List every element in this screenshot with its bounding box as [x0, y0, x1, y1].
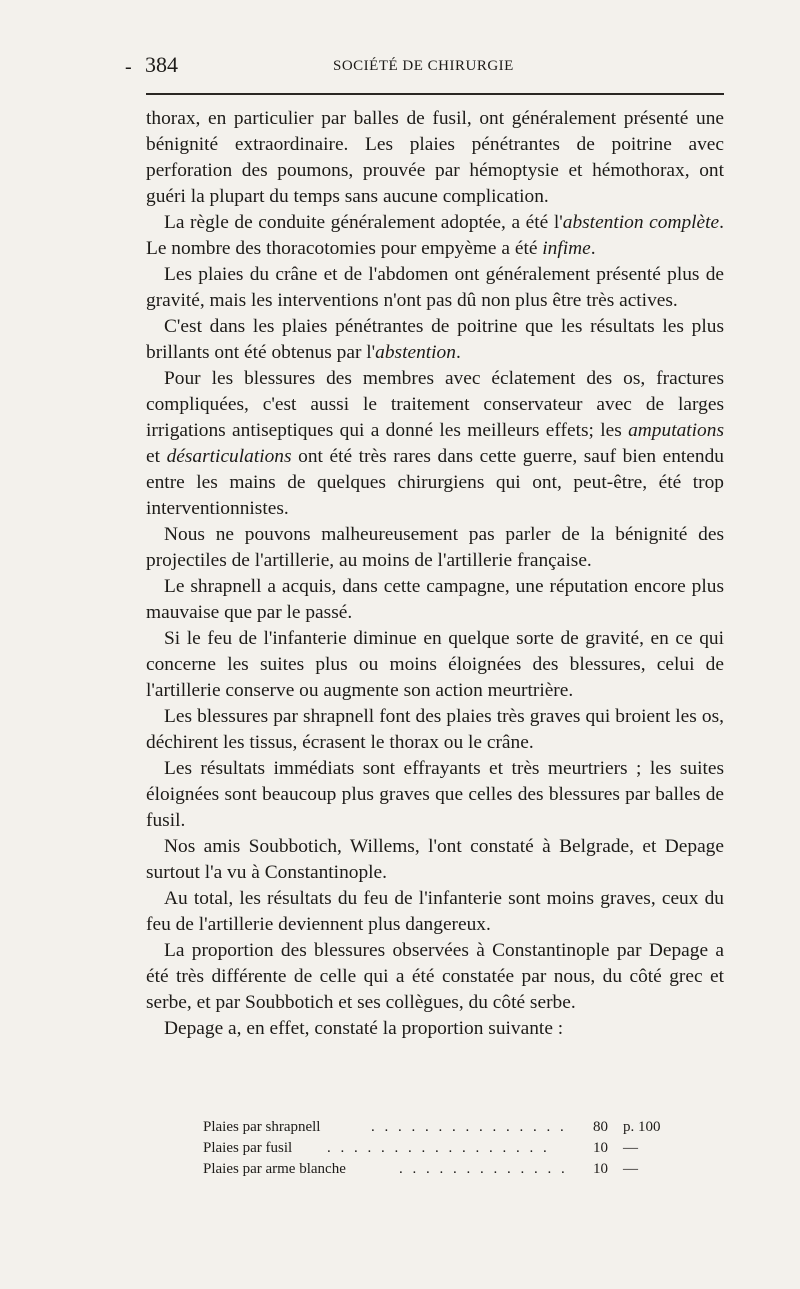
paragraph-2-italic-a: abstention complète	[562, 212, 720, 233]
table-row-label: Plaies par arme blanche	[203, 1161, 346, 1177]
paragraph-6: Nous ne pouvons malheureusement pas parler de la bénignité des projectiles de l'artillerie, au moins de l'artillerie française.	[146, 524, 724, 571]
paragraph-5-italic-a: amputations	[628, 420, 724, 441]
paragraph-4	[146, 314, 724, 366]
paragraph-9: Les blessures par shrapnell font des plaies très graves qui broient les os, déchirent les tissus, écrasent le thorax ou le crâne.	[146, 706, 724, 753]
paragraph-5-text-c: ont été très rares dans cette guerre, sauf bien entendu entre les mains de quelques chirurgiens qui ont, peut-être, été trop interventionnistes.	[146, 446, 724, 519]
page-header	[125, 50, 725, 90]
paragraph-5-italic-b: désarticulations	[166, 446, 292, 467]
paragraph-2-text-a: La règle de conduite généralement adoptée, a été l'	[164, 212, 563, 233]
paragraph-2	[146, 210, 724, 262]
wound-proportion-table	[203, 1117, 673, 1180]
table-row-leader: . . . . . . . . . . . . . . . . .	[327, 1140, 550, 1156]
table-row-unit: —	[623, 1140, 638, 1156]
header-dash: -	[125, 56, 132, 78]
table-row	[203, 1159, 673, 1180]
paragraph-10: Les résultats immédiats sont effrayants et très meurtriers ; les suites éloignées sont beaucoup plus graves que celles des blessures par balles de fusil.	[146, 758, 724, 831]
paragraph-14: Depage a, en effet, constaté la proportion suivante :	[164, 1018, 564, 1039]
paragraph-4-italic: abstention	[375, 342, 456, 363]
paragraph-2-text-b: . Le nombre des thoracotomies pour empyème a été	[146, 212, 724, 259]
table-row	[203, 1138, 673, 1159]
paragraph-5	[146, 366, 724, 522]
table-row-value: 10	[593, 1140, 608, 1156]
body-text	[146, 106, 724, 1042]
table-row	[203, 1117, 673, 1138]
table-row-leader: . . . . . . . . . . . . . . .	[371, 1119, 567, 1135]
paragraph-1: thorax, en particulier par balles de fusil, ont généralement présenté une bénignité extraordinaire. Les plaies pénétrantes de poitrine avec perforation des poumons, prouvée par hémoptysie et hémothorax, ont guéri la plupart du temps sans aucune complication.	[146, 108, 724, 207]
table-row-value: 80	[593, 1119, 608, 1135]
paragraph-13: La proportion des blessures observées à Constantinople par Depage a été très différente de celle qui a été constatée par nous, du côté grec et serbe, et par Soubbotich et ses collègues, du côté serbe.	[146, 940, 724, 1013]
paragraph-11: Nos amis Soubbotich, Willems, l'ont constaté à Belgrade, et Depage surtout l'a vu à Constantinople.	[146, 836, 724, 883]
paragraph-4-text-b: .	[455, 342, 461, 363]
paragraph-4-text-a: C'est dans les plaies pénétrantes de poitrine que les résultats les plus brillants ont été obtenus par l'	[146, 316, 724, 363]
paragraph-2-text-c: .	[590, 238, 596, 259]
table-row-unit: —	[623, 1161, 638, 1177]
paragraph-7: Le shrapnell a acquis, dans cette campagne, une réputation encore plus mauvaise que par le passé.	[146, 576, 724, 623]
running-title: SOCIÉTÉ DE CHIRURGIE	[333, 58, 514, 74]
paragraph-5-text-a: Pour les blessures des membres avec éclatement des os, fractures compliquées, c'est aussi le traitement conservateur avec de larges irrigations antiseptiques qui a donné les meilleurs effets; les	[146, 368, 724, 441]
paragraph-3: Les plaies du crâne et de l'abdomen ont généralement présenté plus de gravité, mais les interventions n'ont pas dû non plus être très actives.	[146, 264, 724, 311]
paragraph-5-text-b: et	[146, 446, 167, 467]
paragraph-8: Si le feu de l'infanterie diminue en quelque sorte de gravité, en ce qui concerne les suites plus ou moins éloignées des blessures, celui de l'artillerie conserve ou augmente son action meurtrière.	[146, 628, 724, 701]
header-rule	[146, 93, 724, 95]
table-row-value: 10	[593, 1161, 608, 1177]
table-row-leader: . . . . . . . . . . . . .	[399, 1161, 568, 1177]
paragraph-12: Au total, les résultats du feu de l'infanterie sont moins graves, ceux du feu de l'artillerie deviennent plus dangereux.	[146, 888, 724, 935]
table-row-label: Plaies par shrapnell	[203, 1119, 321, 1135]
page-number: 384	[145, 52, 178, 77]
table-row-unit: p. 100	[623, 1119, 661, 1135]
table-row-label: Plaies par fusil	[203, 1140, 293, 1156]
paragraph-2-italic-b: infime	[542, 238, 591, 259]
